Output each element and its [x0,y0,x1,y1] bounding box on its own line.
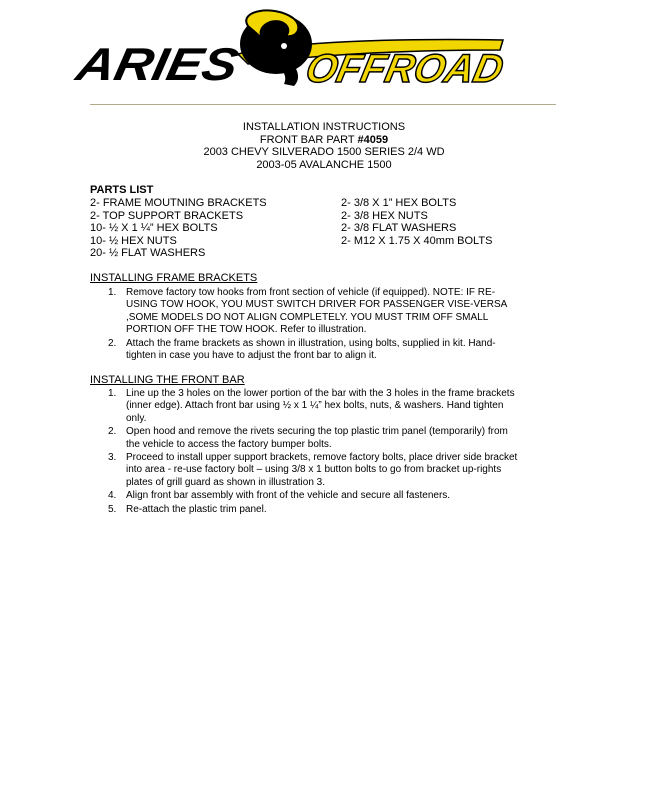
parts-list-left [90,197,267,260]
step-text-line: Remove factory tow hooks from front section of vehicle (if equipped). NOTE: IF RE- [126,287,496,298]
parts-list-item: 2- FRAME MOUTNING BRACKETS [90,197,267,209]
part-number-line: FRONT BAR PART #4059 [259,133,389,146]
step-text-line: Line up the 3 holes on the lower portion of the bar with the 3 holes in the frame brackets [126,388,515,399]
step-number: 3. [108,452,117,464]
instruction-step [90,504,560,516]
step-text-line: Proceed to install upper support brackets, remove factory bolts, place driver side bracket [126,452,518,464]
parts-list-item: 2- TOP SUPPORT BRACKETS [90,209,244,222]
instruction-step [90,287,560,337]
front-bar-steps [90,388,560,517]
parts-list-item: 2- 3/8 HEX NUTS [341,209,428,222]
header-divider [90,104,556,105]
step-text-line: USING TOW HOOK, YOU MUST SWITCH DRIVER FOR PASSENGER VISE-VERSA [126,299,508,311]
instruction-step [90,388,560,425]
step-text-line: Attach the frame brackets as shown in illustration, using bolts, supplied in kit. Hand- [126,337,496,349]
doc-title: INSTALLATION INSTRUCTIONS [242,121,406,133]
step-text-line: (inner edge). Attach front bar using ½ x 1 ¼” hex bolts, nuts, & washers. Hand tighten [126,400,504,412]
step-number: 4. [108,490,117,502]
instruction-step [90,338,560,363]
step-number: 5. [108,503,117,515]
parts-list-title: PARTS LIST [90,184,154,196]
parts-list-item: 10- ½ HEX NUTS [90,234,177,247]
logo-text-offroad: OFFROAD [301,45,510,91]
vehicle-line-2: 2003-05 AVALANCHE 1500 [256,158,392,171]
aries-offroad-logo [72,6,510,91]
ram-head-icon [240,10,312,86]
parts-list-item: 2- 3/8 X 1” HEX BOLTS [341,197,457,209]
step-text-line: ,SOME MODELS DO NOT ALIGN COMPLETELY. YOU MUST TRIM OFF SMALL [126,311,489,323]
section-title-frame-brackets: INSTALLING FRAME BRACKETS [90,272,258,284]
step-number: 2. [108,337,117,349]
parts-list-item: 2- M12 X 1.75 X 40mm BOLTS [341,234,493,247]
instruction-step [90,426,560,451]
step-number: 1. [108,287,117,298]
step-text-line: only. [126,412,147,424]
vehicle-line: 2003 CHEVY SILVERADO 1500 SERIES 2/4 WD [203,146,445,158]
step-text-line: Re-attach the plastic trim panel. [126,503,267,515]
parts-list-item: 10- ½ X 1 ¼” HEX BOLTS [90,222,218,235]
document-header [0,121,648,171]
step-text-line: the vehicle to access the factory bumper bolts. [126,438,332,450]
step-text-line: PORTION OFF THE TOW HOOK. Refer to illustration. [126,324,367,336]
instruction-step [90,452,560,489]
section-title-front-bar: INSTALLING THE FRONT BAR [90,374,245,386]
step-text-line: into area - re-use factory bolt – using 3/8 x 1 button bolts to go from bracket up-rights [126,464,502,476]
step-text-line: Align front bar assembly with front of the vehicle and secure all fasteners. [126,490,451,502]
step-text-line: Open hood and remove the rivets securing the top plastic trim panel (temporarily) from [126,426,508,438]
logo-text-aries: ARIES [72,38,224,90]
step-text-line: tighten in case you have to adjust the front bar to align it. [126,350,377,362]
parts-list-item: 2- 3/8 FLAT WASHERS [341,222,457,235]
parts-list-right [341,197,492,247]
step-text-line: plates of grill guard as shown in illustration 3. [126,476,325,488]
part-number: #4059 [357,133,389,146]
frame-brackets-steps [90,287,560,363]
instruction-step [90,490,560,502]
parts-list-item: 20- ½ FLAT WASHERS [90,247,206,260]
step-number: 2. [108,426,117,438]
step-number: 1. [108,388,117,399]
